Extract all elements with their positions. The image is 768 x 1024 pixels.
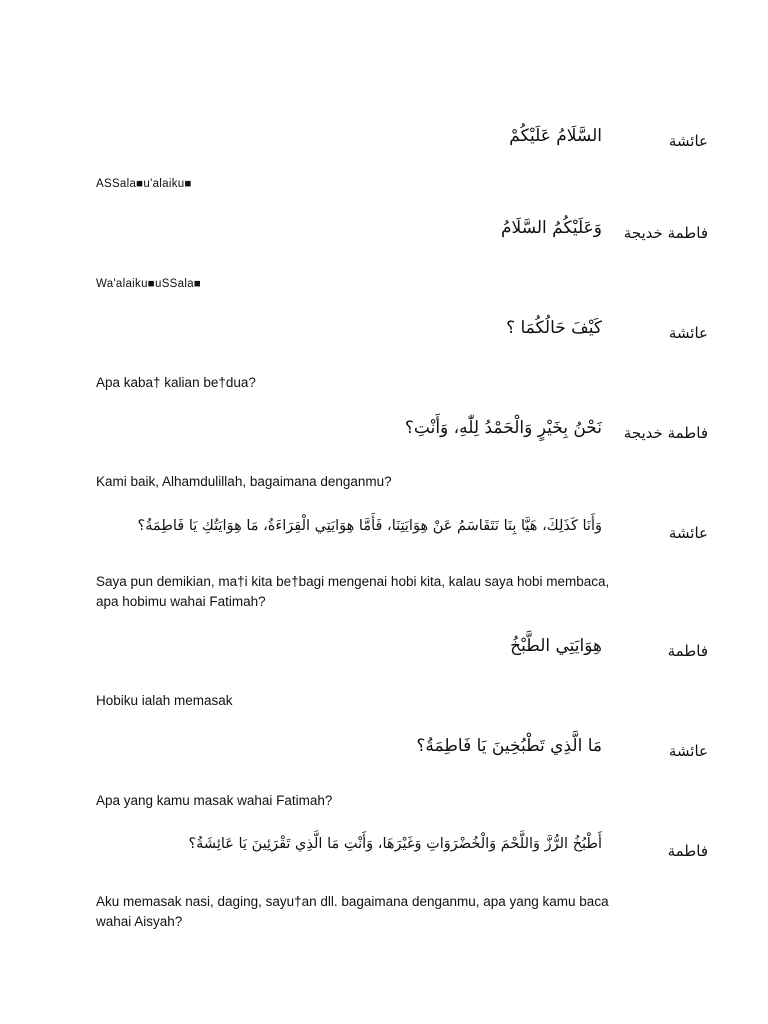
arabic-text: أَطْبُخُ الرُّزَّ وَاللَّحْمَ وَالْخُضْرَوَاتِ وَغَيْرَهَا، وَأَنْتِ مَا الَّذِي تَقْرَئِينَ يَا عَائِشَةُ؟ [188,836,602,852]
speaker-name: عائشة [668,132,708,150]
dialogue-line [0,636,768,682]
translation-text: Wa'alaiku■uSSala■ [96,278,202,290]
dialogue-line [0,126,768,172]
arabic-text: وَعَلَيْكُمُ السَّلَامُ [501,218,602,238]
translation-text: Apa yang kamu masak wahai Fatimah? [96,793,333,808]
translation-text: Saya pun demikian, ma†i kita be†bagi mengenai hobi kita, kalau saya hobi membaca, apa hobimu wahai Fatimah? [96,574,610,609]
arabic-text: وَأَنَا كَذَلِكَ، هَيَّا بِنَا نَتَقَاسَمُ عَنْ هِوَايَتِنَا، فَأَمَّا هِوَايَتِي الْقِرَاءَةُ، مَا هِوَايَتُكِ يَا فَاطِمَةُ؟ [137,518,602,534]
speaker-name: عائشة [668,524,708,542]
translation-text: Apa kaba† kalian be†dua? [96,375,256,390]
arabic-text: نَحْنُ بِخَيْرٍ وَالْحَمْدُ لِلّٰهِ، وَأَنْتِ؟ [404,418,602,438]
dialogue-line [0,218,768,264]
translation-text: ASSala■u'alaiku■ [96,178,192,190]
translation-text: Aku memasak nasi, daging, sayu†an dll. bagaimana denganmu, apa yang kamu baca wahai Aisyah? [96,894,609,929]
dialogue-line [0,836,768,882]
dialogue-line [0,318,768,364]
speaker-name: فاطمة [667,842,708,860]
speaker-name: فاطمة خديجة [623,424,708,442]
arabic-text: كَيْفَ حَالُكُمَا ؟ [506,318,602,338]
arabic-text: مَا الَّذِي تَطْبُخِينَ يَا فَاطِمَةُ؟ [416,736,602,756]
dialogue-line [0,518,768,564]
arabic-text: السَّلَامُ عَلَيْكُمْ [509,126,602,146]
speaker-name: فاطمة [667,642,708,660]
speaker-name: عائشة [668,324,708,342]
dialogue-line [0,736,768,782]
speaker-name: فاطمة خديجة [623,224,708,242]
dialogue-line [0,418,768,464]
translation-text: Kami baik, Alhamdulillah, bagaimana denganmu? [96,474,392,489]
speaker-name: عائشة [668,742,708,760]
arabic-text: هِوَايَتِي الطَّبْخُ [510,636,602,656]
translation-text: Hobiku ialah memasak [96,693,233,708]
